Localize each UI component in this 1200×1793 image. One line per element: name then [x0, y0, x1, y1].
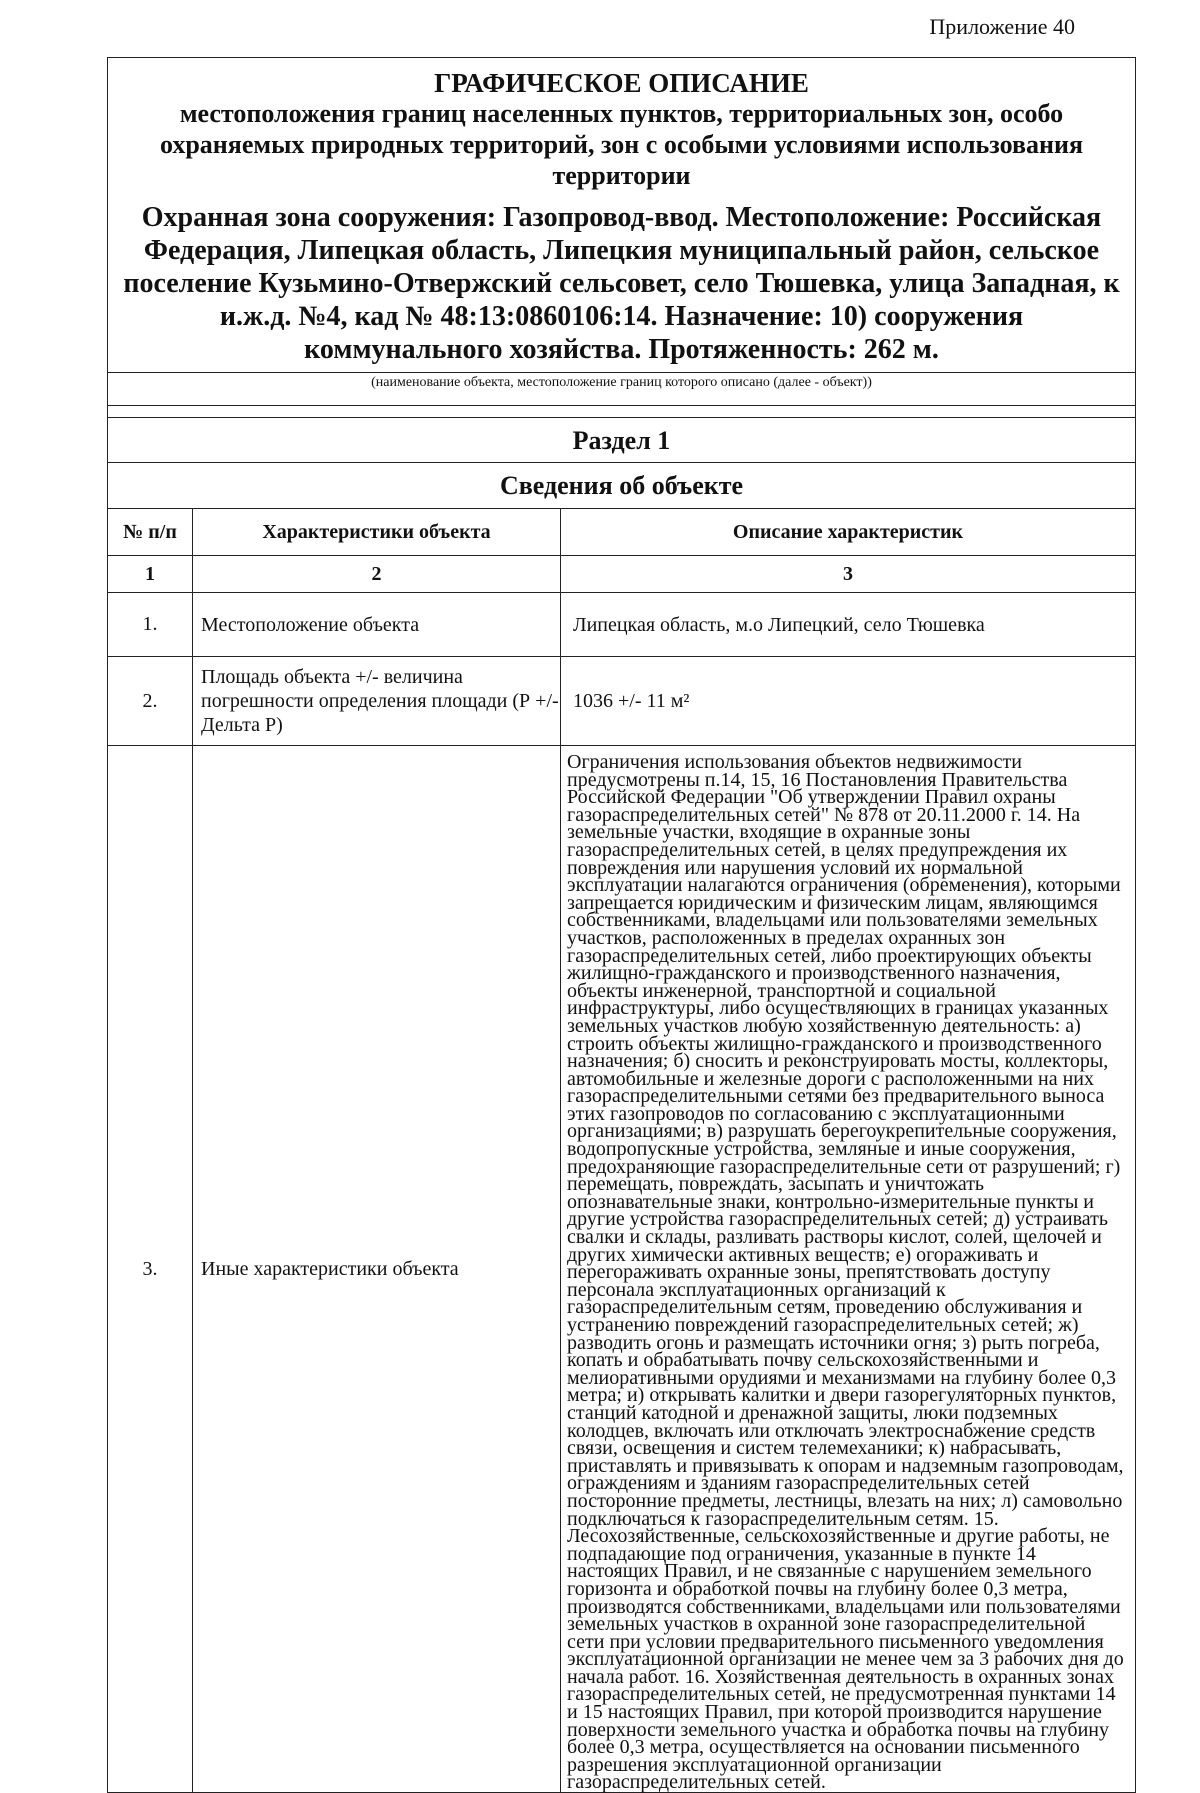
row-description: Липецкая область, м.о Липецкий, село Тюшевка	[561, 593, 1136, 657]
table-header-row	[108, 509, 1135, 556]
row-characteristic: Площадь объекта +/- величина погрешности определения площади (Р +/- Дельта Р)	[193, 657, 561, 746]
object-info-table	[108, 508, 1135, 1792]
document-subtitle: местоположения границ населенных пунктов, территориальных зон, особо охраняемых природных территорий, зон с особыми условиями использования территории	[159, 99, 1084, 190]
section-subtitle: Сведения об объекте	[108, 462, 1135, 508]
section-title: Раздел 1	[108, 417, 1135, 462]
row-description: 1036 +/- 11 м²	[561, 657, 1136, 746]
table-row	[108, 593, 1135, 657]
object-name: Охранная зона сооружения: Газопровод-ввод. Местоположение: Российская Федерация, Липецкая область, Липецкия муниципальный район, сельское поселение Кузьмино-Отвержский сельсовет, село Тюшевка, улица Западная, к и.ж.д. №4, кад № 48:13:0860106:14. Назначение: 10) сооружения коммунального хозяйства. Протяженность: 262 м.	[123, 202, 1120, 365]
column-number: 1	[108, 556, 193, 593]
column-number: 2	[193, 556, 561, 593]
object-caption: (наименование объекта, местоположение границ которого описано (далее - объект))	[371, 375, 872, 390]
column-header-characteristic: Характеристики объекта	[193, 509, 561, 556]
column-header-description: Описание характеристик	[561, 509, 1136, 556]
column-header-number: № п/п	[108, 509, 193, 556]
row-characteristic: Местоположение объекта	[193, 593, 561, 657]
row-characteristic: Иные характеристики объекта	[193, 746, 561, 1793]
row-description-restrictions: Ограничения использования объектов недвижимости предусмотрены п.14, 15, 16 Постановления Правительства Российской Федерации "Об утверждении Правил охраны газораспределительных сетей" № 878 от 20.11.2000 г. 14. На земельные участки, входящие в охранные зоны газораспределительных сетей, в целях предупреждения их повреждения или нарушения условий их нормальной эксплуатации налагаются ограничения (обременения), которыми запрещается юридическим и физическим лицам, являющимся собственниками, владельцами или пользователями земельных участков, расположенных в пределах охранных зон газораспределительных сетей, либо проектирующих объекты жилищно-гражданского и производственного назначения, объекты инженерной, транспортной и социальной инфраструктуры, либо осуществляющих в границах указанных земельных участков любую хозяйственную деятельность: а) строить объекты жилищно-гражданского и производственного назначения; б) сносить и реконструировать мосты, коллекторы, автомобильные и железные дороги с расположенными на них газораспределительными сетями без предварительного выноса этих газопроводов по согласованию с эксплуатационными организациями; в) разрушать берегоукрепительные сооружения, водопропускные устройства, земляные и иные сооружения, предохраняющие газораспределительные сети от разрушений; г) перемещать, повреждать, засыпать и уничтожать опознавательные знаки, контрольно-измерительные пункты и другие устройства газораспределительных сетей; д) устраивать свалки и склады, разливать растворы кислот, солей, щелочей и других химически активных веществ; е) огораживать и перегораживать охранные зоны, препятствовать доступу персонала эксплуатационных организаций к газораспределительным сетям, проведению обслуживания и устранению повреждений газораспределительных сетей; ж) разводить огонь и размещать источники огня; з) рыть погреба, копать и обрабатывать почву сельскохозяйственными и мелиоративными орудиями и механизмами на глубину более 0,3 метра; и) открывать калитки и двери газорегуляторных пунктов, станций катодной и дренажной защиты, люки подземных колодцев, включать или отключать электроснабжение средств связи, освещения и систем телемеханики; к) набрасывать, приставлять и привязывать к опорам и надземным газопроводам, ограждениям и зданиям газораспределительных сетей посторонние предметы, лестницы, влезать на них; л) самовольно подключаться к газораспределительным сетям. 15. Лесохозяйственные, сельскохозяйственные и другие работы, не подпадающие под ограничения, указанные в пункте 14 настоящих Правил, и не связанные с нарушением земельного горизонта и обработкой почвы на глубину более 0,3 метра, производятся собственниками, владельцами или пользователями земельных участков в охранной зоне газораспределительной сети при условии предварительного письменного уведомления эксплуатационной организации не менее чем за 3 рабочих дня до начала работ. 16. Хозяйственная деятельность в охранных зонах газораспределительных сетей, не предусмотренная пунктами 14 и 15 настоящих Правил, при которой производится нарушение поверхности земельного участка и обработка почвы на глубину более 0,3 метра, осуществляется на основании письменного разрешения эксплуатационной организации газораспределительных сетей.	[561, 746, 1136, 1793]
spacer-row	[108, 405, 1135, 417]
column-number-row	[108, 556, 1135, 593]
appendix-label: Приложение 40	[929, 14, 1075, 39]
table-row	[108, 746, 1135, 1793]
document-header	[108, 58, 1135, 372]
document-frame	[107, 57, 1136, 1793]
row-number: 3.	[108, 746, 193, 1793]
column-number: 3	[561, 556, 1136, 593]
row-number: 2.	[108, 657, 193, 746]
row-number: 1.	[108, 593, 193, 657]
document-title: ГРАФИЧЕСКОЕ ОПИСАНИЕ	[434, 68, 809, 98]
table-row	[108, 657, 1135, 746]
